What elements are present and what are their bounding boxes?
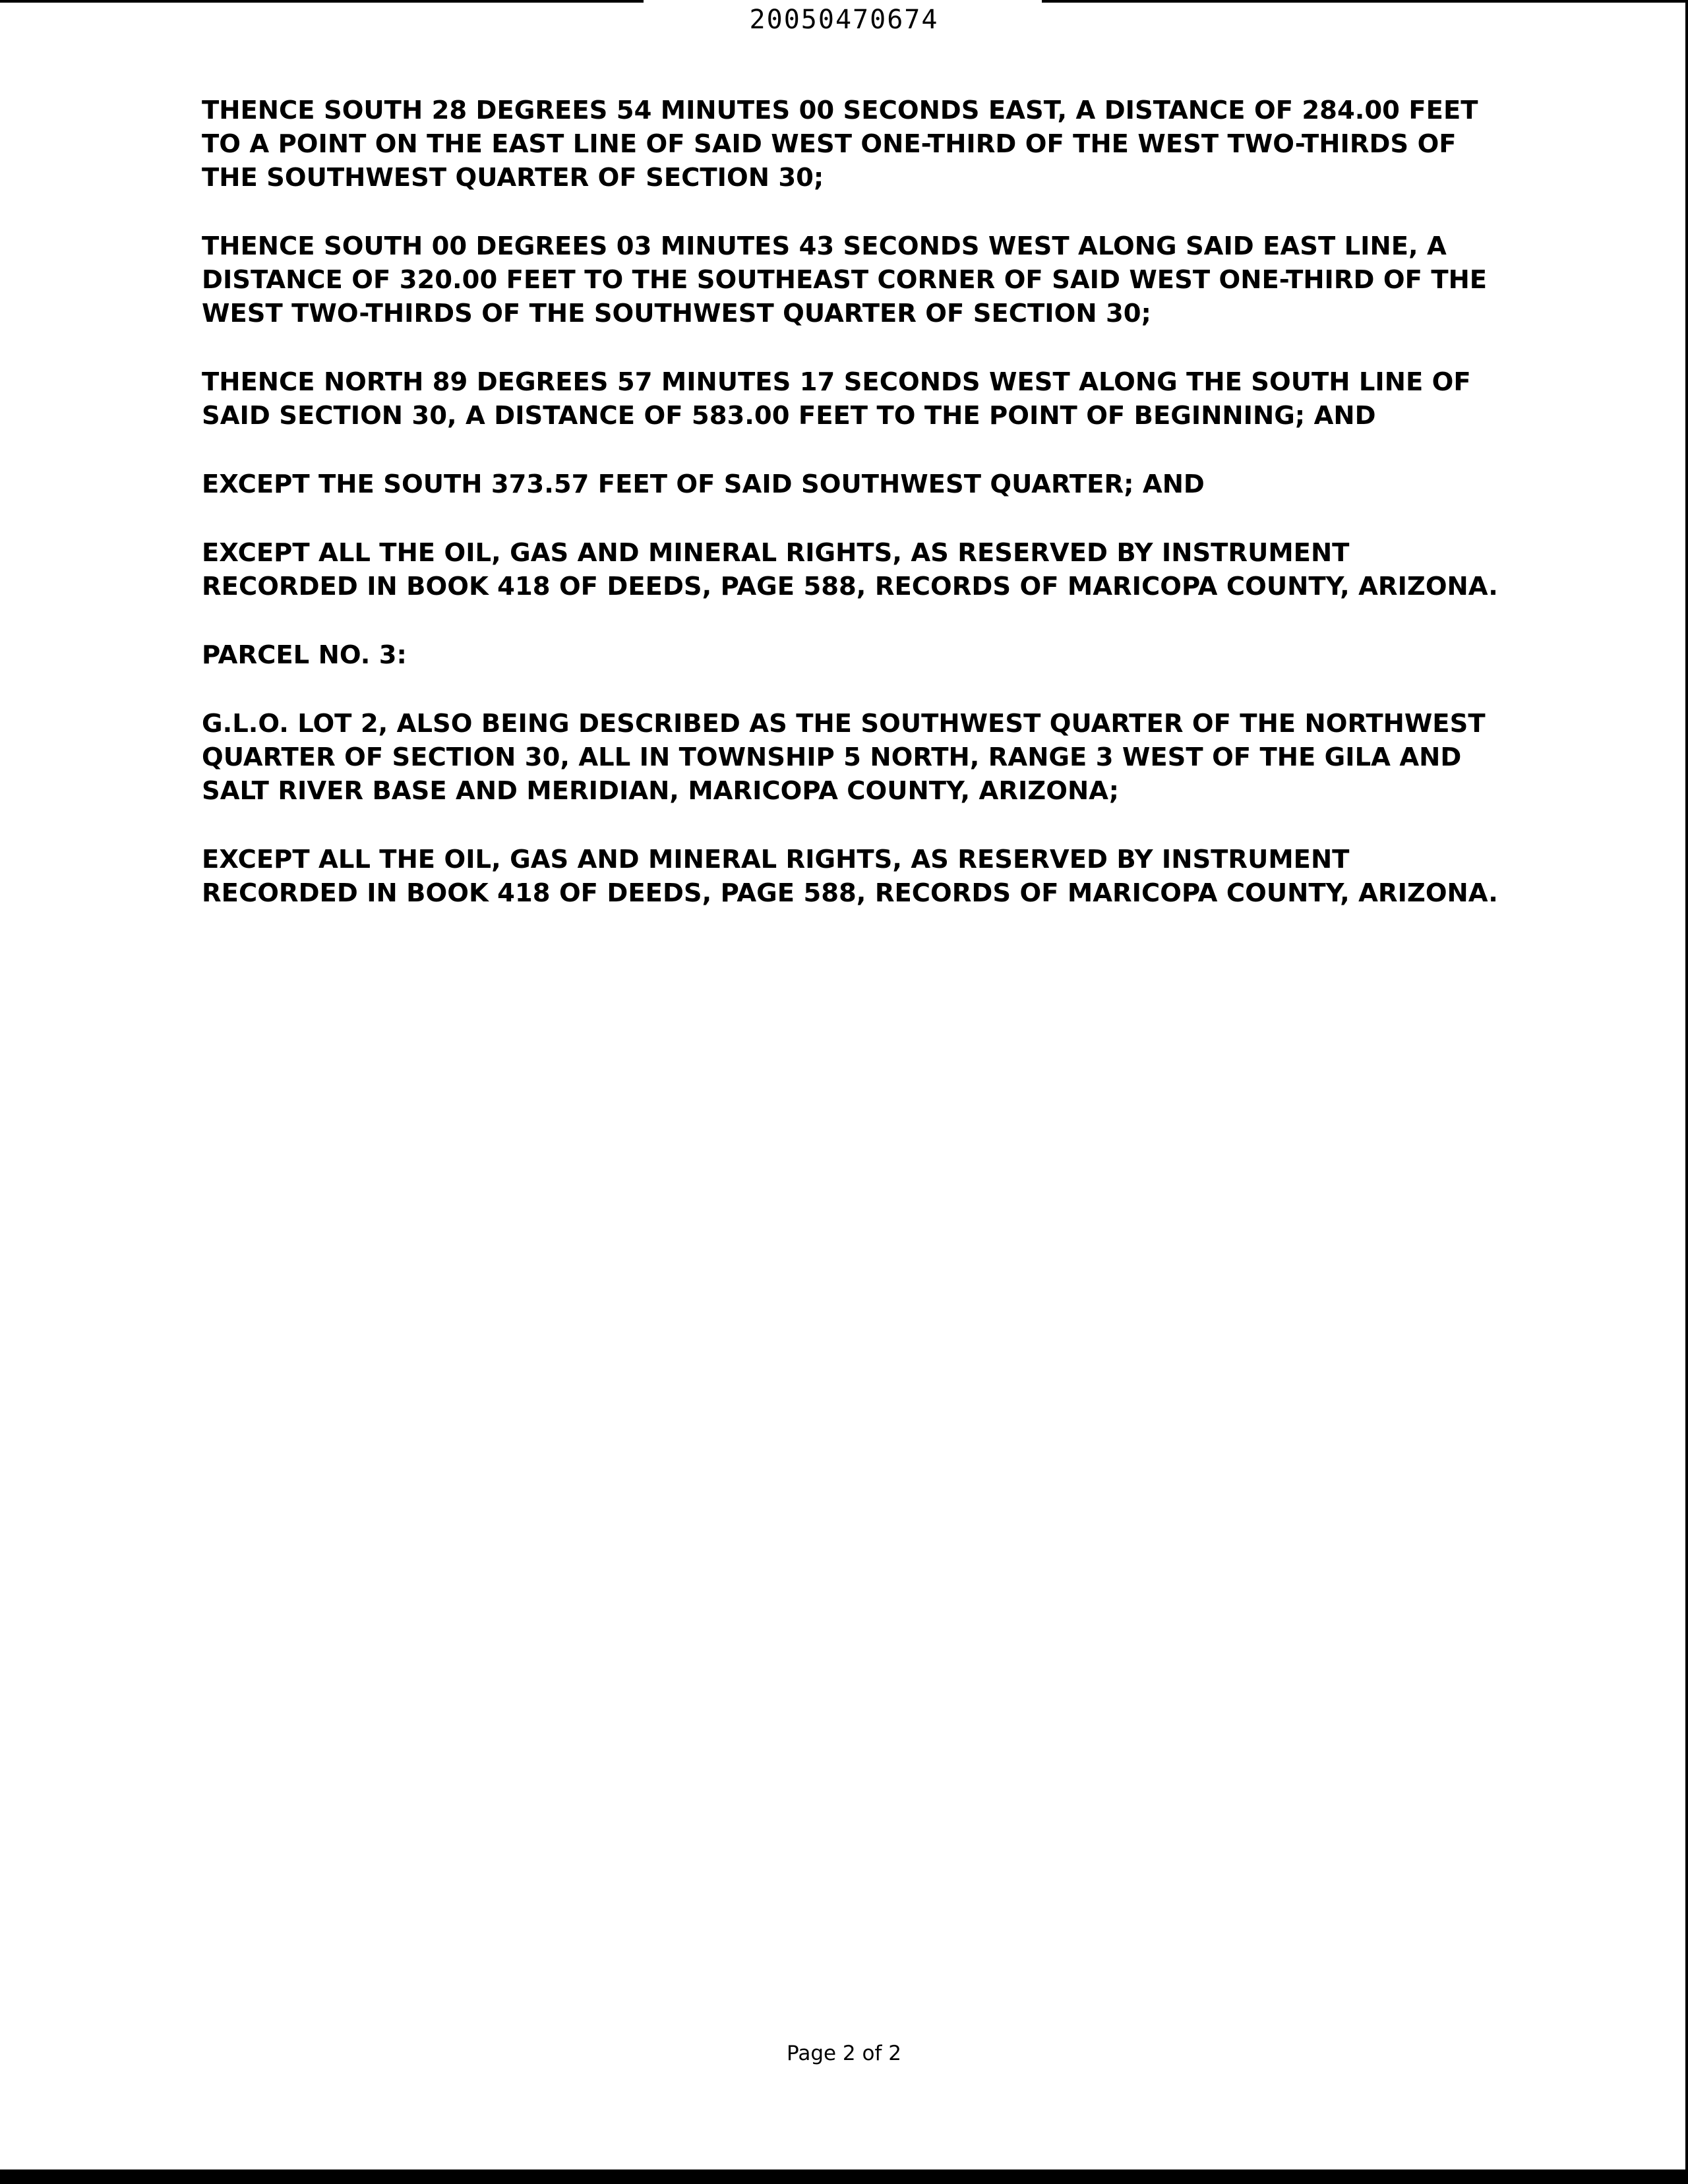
paragraph: THENCE SOUTH 00 DEGREES 03 MINUTES 43 SECONDS WEST ALONG SAID EAST LINE, A DISTANCE OF 320.00 FEET TO THE SOUTHEAST CORNER OF SAID WEST ONE-THIRD OF THE WEST TWO-THIRDS OF THE SOUTHWEST QUARTER OF SECTION 30; [202, 231, 1488, 328]
paragraph: EXCEPT THE SOUTH 373.57 FEET OF SAID SOUTHWEST QUARTER; AND [202, 470, 1205, 499]
page-border-right [1685, 0, 1688, 2176]
legal-description [202, 94, 1534, 945]
paragraph: G.L.O. LOT 2, ALSO BEING DESCRIBED AS THE SOUTHWEST QUARTER OF THE NORTHWEST QUARTER OF SECTION 30, ALL IN TOWNSHIP 5 NORTH, RANGE 3 WEST OF THE GILA AND SALT RIVER BASE AND MERIDIAN, MARICOPA COUNTY, ARIZONA; [202, 709, 1486, 806]
page-border-top-right [1042, 0, 1688, 3]
page-border-bottom [0, 2169, 1688, 2184]
paragraph: THENCE NORTH 89 DEGREES 57 MINUTES 17 SECONDS WEST ALONG THE SOUTH LINE OF SAID SECTION 30, A DISTANCE OF 583.00 FEET TO THE POINT OF BEGINNING; AND [202, 367, 1471, 431]
paragraph: EXCEPT ALL THE OIL, GAS AND MINERAL RIGHTS, AS RESERVED BY INSTRUMENT RECORDED IN BOOK 418 OF DEEDS, PAGE 588, RECORDS OF MARICOPA COUNTY, ARIZONA. [202, 845, 1498, 908]
paragraph: EXCEPT ALL THE OIL, GAS AND MINERAL RIGHTS, AS RESERVED BY INSTRUMENT RECORDED IN BOOK 418 OF DEEDS, PAGE 588, RECORDS OF MARICOPA COUNTY, ARIZONA. [202, 538, 1498, 601]
document-number: 20050470674 [749, 5, 939, 35]
paragraph: THENCE SOUTH 28 DEGREES 54 MINUTES 00 SECONDS EAST, A DISTANCE OF 284.00 FEET TO A POINT ON THE EAST LINE OF SAID WEST ONE-THIRD OF THE WEST TWO-THIRDS OF THE SOUTHWEST QUARTER OF SECTION 30; [202, 96, 1478, 193]
parcel-heading: PARCEL NO. 3: [202, 640, 407, 670]
page-number: Page 2 of 2 [787, 2042, 901, 2065]
page-border-top-left [0, 0, 644, 3]
